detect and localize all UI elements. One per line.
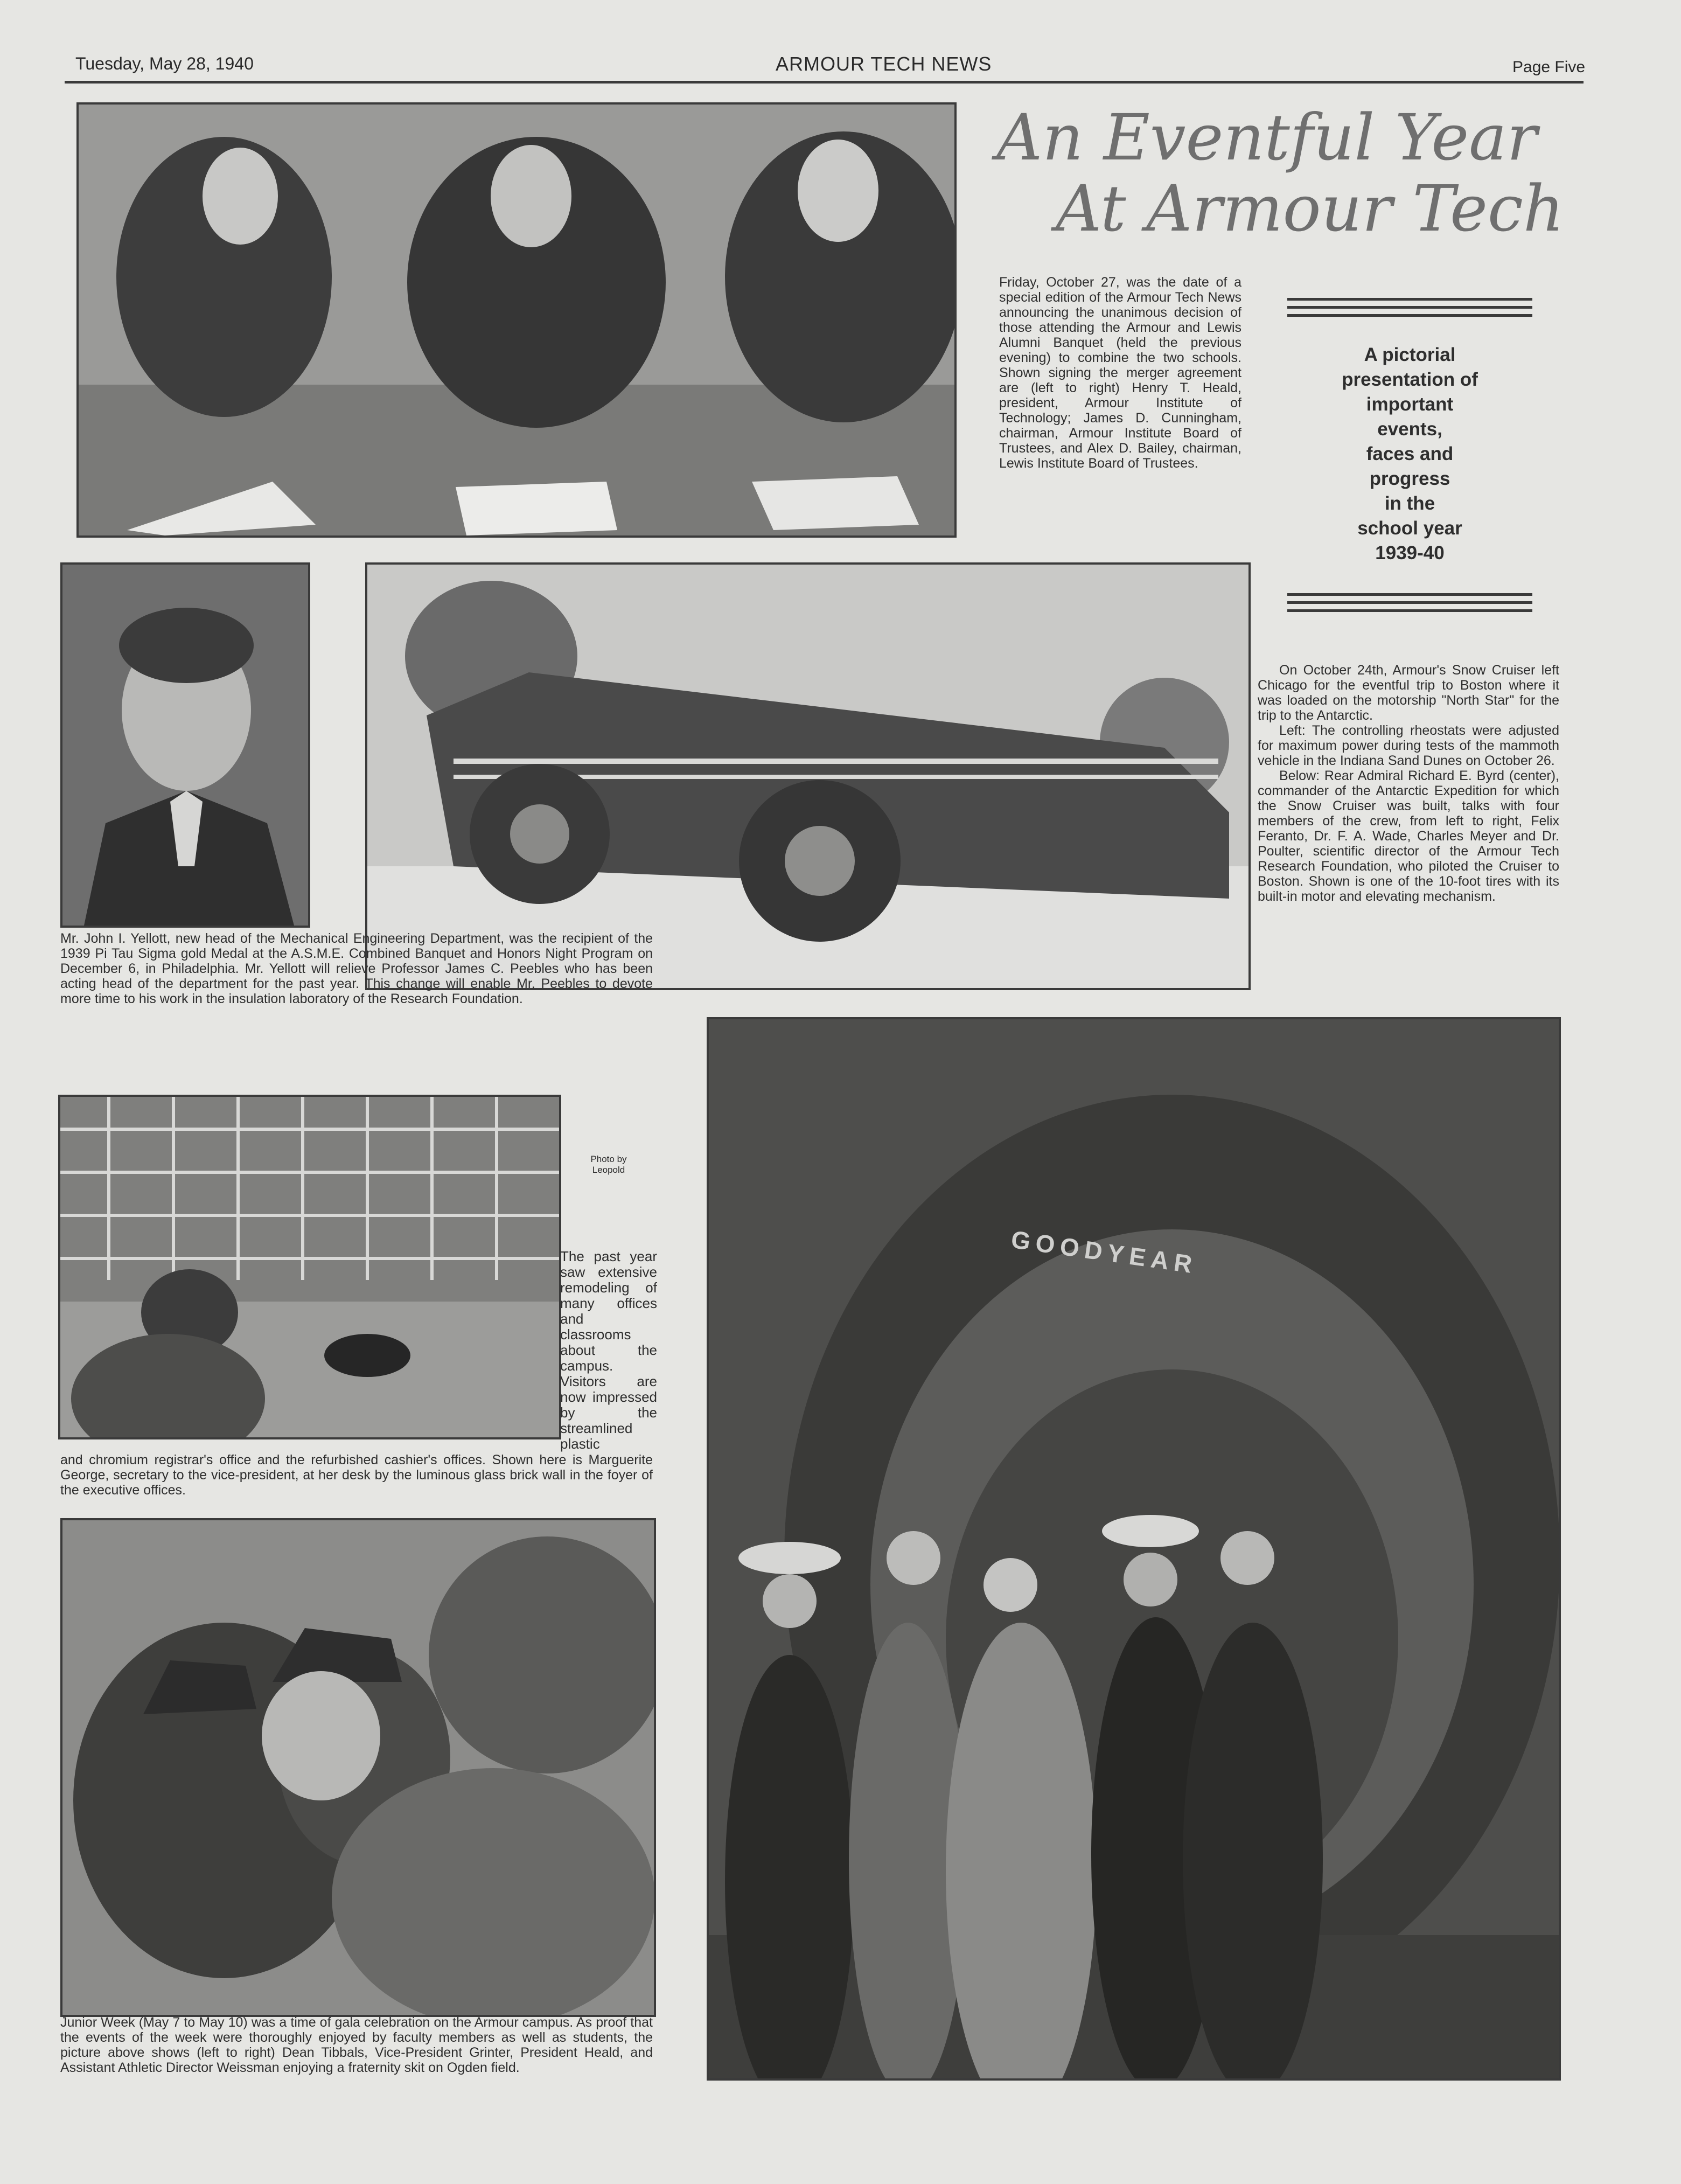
office-remodel-photo bbox=[58, 1095, 561, 1439]
tire-brand-text: GOODYEAR bbox=[1009, 1225, 1199, 1279]
sidebar-line: faces and bbox=[1366, 443, 1454, 464]
snow-cruiser-caption-p3: Below: Rear Admiral Richard E. Byrd (center), commander of the Antarctic Expedition for which the Snow Cruiser was built, talks with four members of the crew, from left to right, Felix Feranto, Dr. F. A. Wade, Charles Meyer and Dr. Poulter, scientific director of the Armour Tech Research Foundation, who piloted the Cruiser to Boston. Shown is one of the 10-foot tires with its built-in motor and elevating mechanism. bbox=[1258, 768, 1559, 904]
sidebar-line: important bbox=[1366, 394, 1454, 415]
sidebar-line: in the bbox=[1384, 493, 1435, 514]
sidebar-rule-bottom-2 bbox=[1287, 601, 1532, 604]
sidebar-rule-bottom-3 bbox=[1287, 609, 1532, 612]
sidebar-text bbox=[1287, 343, 1532, 566]
header-page-number: Page Five bbox=[1512, 58, 1586, 76]
yellott-portrait-photo bbox=[60, 562, 310, 928]
headline-line-2: At Armour Tech bbox=[1056, 171, 1564, 246]
snow-cruiser-caption-p2: Left: The controlling rheostats were adjusted for maximum power during tests of the mammoth vehicle in the Indiana Sand Dunes on October 26. bbox=[1258, 723, 1559, 768]
merger-signing-photo bbox=[76, 102, 957, 538]
header-paper-name: ARMOUR TECH NEWS bbox=[776, 53, 992, 75]
merger-caption: Friday, October 27, was the date of a special edition of the Armour Tech News announcing the unanimous decision of those attending the Armour and Lewis Alumni Banquet (held the previous evening) to combine the two schools. Shown signing the merger agreement are (left to right) Henry T. Heald, president, Armour Institute of Technology; James D. Cunningham, chairman, Armour Institute Board of Trustees, and Alex D. Bailey, chairman, Lewis Institute Board of Trustees. bbox=[999, 275, 1241, 471]
sidebar-line: school year bbox=[1357, 518, 1462, 539]
header-rule bbox=[65, 81, 1584, 84]
sidebar-line: A pictorial bbox=[1364, 344, 1456, 365]
sidebar-rule-top-1 bbox=[1287, 298, 1532, 301]
sidebar-line: presentation of bbox=[1342, 369, 1478, 390]
junior-week-photo bbox=[60, 1518, 656, 2017]
sidebar-line: 1939-40 bbox=[1375, 542, 1445, 564]
sidebar-rule-bottom-1 bbox=[1287, 593, 1532, 596]
snow-cruiser-caption-p1: On October 24th, Armour's Snow Cruiser left Chicago for the eventful trip to Boston where it was loaded on the motorship "North Star" for the trip to the Antarctic. bbox=[1258, 663, 1559, 723]
byrd-tire-photo bbox=[707, 1017, 1561, 2081]
snow-cruiser-caption bbox=[1258, 663, 1559, 904]
headline-line-1: An Eventful Year bbox=[996, 100, 1537, 175]
sidebar-rule-top-3 bbox=[1287, 314, 1532, 317]
yellott-caption: Mr. John I. Yellott, new head of the Mechanical Engineering Department, was the recipient of the 1939 Pi Tau Sigma gold Medal at the A.S.M.E. Combined Banquet and Honors Night Program on December 6, in Philadelphia. Mr. Yellott will relieve Professor James C. Peebles who has been acting head of the department for the past year. This change will enable Mr. Peebles to devote more time to his work in the insulation laboratory of the Research Foundation. bbox=[60, 931, 653, 1006]
sidebar-line: events, bbox=[1377, 419, 1442, 440]
sidebar-rule-top-2 bbox=[1287, 306, 1532, 309]
header-date: Tuesday, May 28, 1940 bbox=[75, 54, 254, 73]
remodel-caption-side: The past year saw extensive remodeling of many offices and classrooms about the campus. Visitors are now impressed by the streamlined plastic bbox=[560, 1248, 657, 1452]
remodel-caption-bottom: and chromium registrar's office and the refurbished cashier's offices. Shown here is Marguerite George, secretary to the vice-president, at her desk by the luminous glass brick wall in the foyer of the executive offices. bbox=[60, 1452, 653, 1498]
snow-cruiser-photo bbox=[365, 562, 1251, 990]
sidebar-line: progress bbox=[1369, 468, 1450, 489]
junior-week-caption: Junior Week (May 7 to May 10) was a time of gala celebration on the Armour campus. As proof that the events of the week were thoroughly enjoyed by faculty members as well as students, the picture above shows (left to right) Dean Tibbals, Vice-President Grinter, President Heald, and Assistant Athletic Director Weissman enjoying a fraternity skit on Ogden field. bbox=[60, 2015, 653, 2075]
photo-credit: Photo by Leopold bbox=[590, 1154, 627, 1175]
